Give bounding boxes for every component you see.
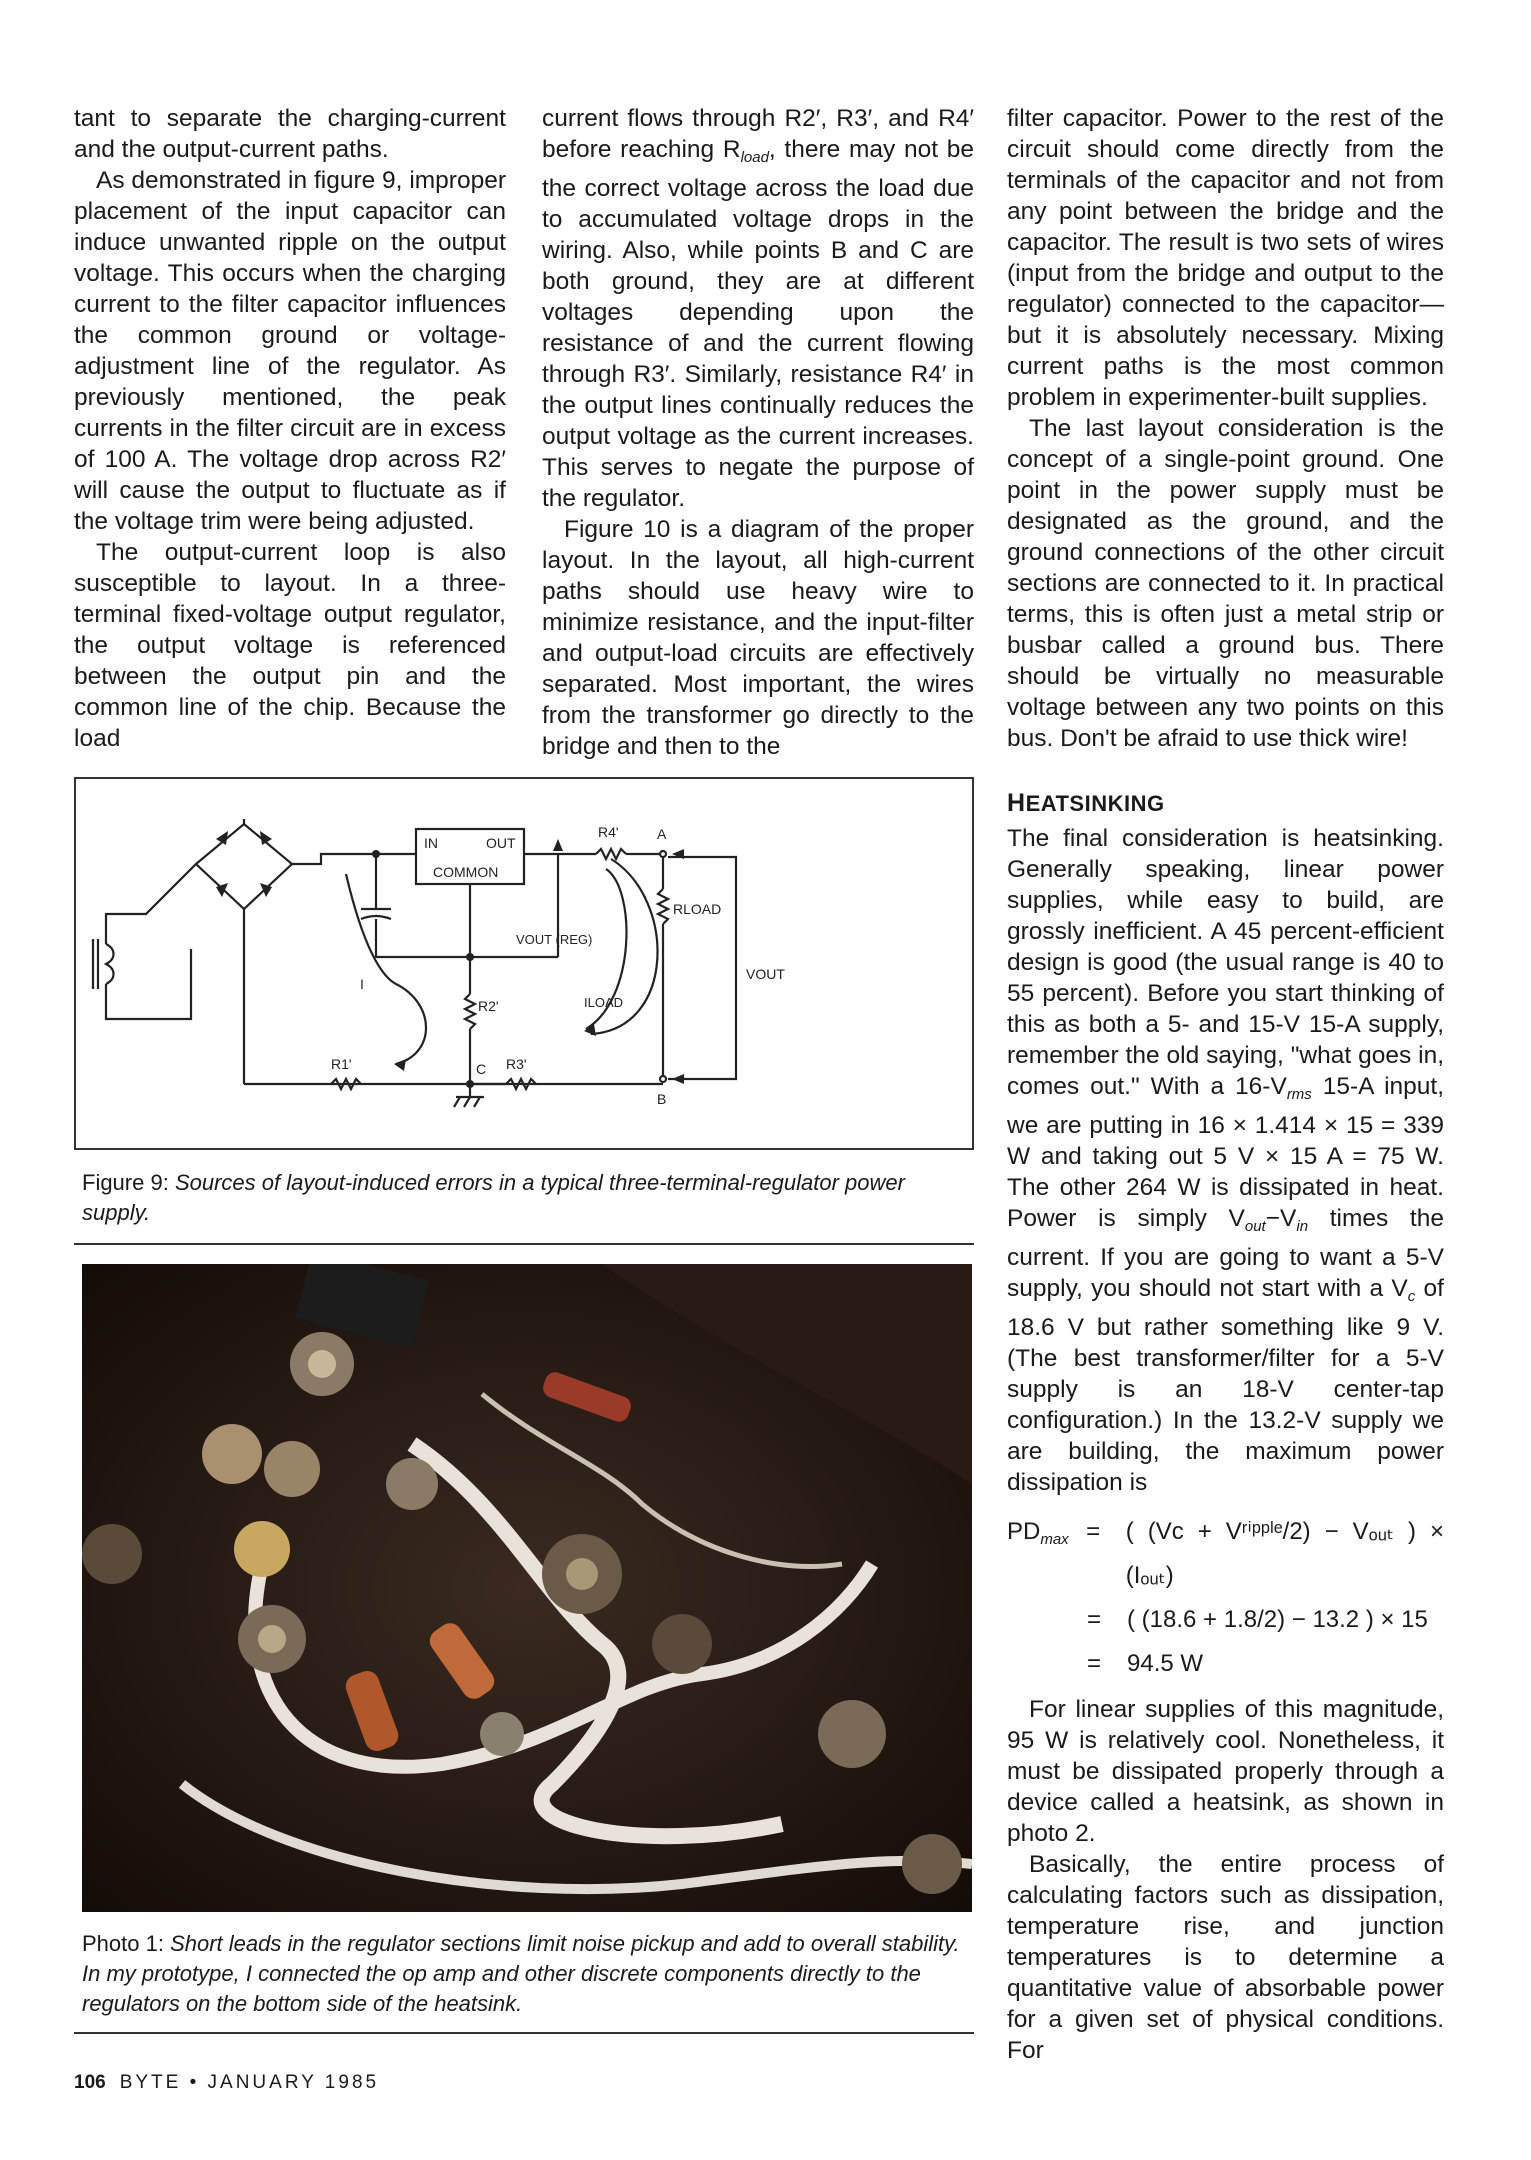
paragraph: The output-current loop is also susceptible to layout. In a three-terminal fixed-voltage output regulator, the output voltage is referenced between the output pin and the common line of the chip. Because the load [74,539,506,752]
page-number: 106 [74,2072,106,2093]
equation-line: 94.5 W [1127,1650,1204,1677]
paragraph: Figure 10 is a diagram of the proper layout. In the layout, all high-current paths should use heavy wire to minimize resistance, and the input-filter and output-load circuits are effectively separated. Most important, the wires from the transformer go directly to the bridge and then to the [542,516,974,760]
label-vout: VOUT [746,966,785,982]
figure-caption: Figure 9: Sources of layout-induced errors in a typical three-terminal-regulator power supply. [82,1170,905,1225]
label-b: B [657,1091,667,1107]
label-c: C [476,1061,487,1077]
magazine-issue: BYTE • JANUARY 1985 [119,2072,380,2093]
equation-line: ( (18.6 + 1.8/2) − 13.2 ) × 15 [1127,1606,1428,1633]
photo-regulator-wiring [82,1264,972,1912]
page-footer [74,2072,379,2094]
paragraph: The final consideration is heatsinking. Generally speaking, linear power supplies, while easy to build, are grossly inefficient. A 45 percent-efficient design is good (the usual range is 40 to 55 percent). Before you start thinking of this as both a 5- and 15-V 15-A supply, remember the old saying, "what goes in, comes out." With a $16-V_{rms}$ 15-A input, we are putting in 16 × 1.414 × 15 = 339 W and taking out 5 V × 15 A = 75 W. The other 264 W is dissipated in heat. Power is simply $V_{out}-V_{in}$ times the current. If you are going to want a 5-V supply, you should not start with a $V_c$ of 18.6 V but rather something like 9 V. (The best transformer/filter for a 5-V supply is an 18-V center-tap configuration.) In the 13.2-V supply we are building, the maximum power dissipation is [1007,825,1444,1496]
label-common: COMMON [433,864,499,880]
text-column-3 [1007,103,1444,2066]
label-r4: R4' [598,824,619,840]
paragraph: The last layout consideration is the concept of a single-point ground. One point in the power supply must be designated as the ground, and the ground connections of the other circuit sections are connected to it. In practical terms, this is often just a metal strip or busbar called a ground bus. There should be virtually no measurable voltage between any two points on this bus. Don't be afraid to use thick wire! [1007,415,1444,752]
text-run: , there may not be the correct voltage across the load due to accumulated voltage drops in the wiring. Also, while points B and C are both ground, they are at different voltages depending upon the resistance of and the current flowing through R3′. Similarly, resistance R4′ in the output lines continually reduces the output voltage as the current increases. This serves to negate the purpose of the regulator. [542,136,974,512]
paragraph: filter capacitor. Power to the rest of the circuit should come directly from the terminals of the capacitor and not from any point between the bridge and the capacitor. The result is two sets of wires (input from the bridge and output to the regulator) connected to the capacitor—but it is absolutely necessary. Mixing current paths is the most common problem in experimenter-built supplies. [1007,105,1444,411]
transformer-coil-icon [106,944,114,984]
circuit-diagram [76,779,972,1148]
paragraph [542,103,974,514]
label-rload: RLOAD [673,901,722,917]
text-column-2 [542,103,974,762]
paragraph: Basically, the entire process of calculating factors such as dissipation, temperature rise, and junction temperatures is to determine a quantitative value of absorbable power for a given set of physical conditions. For [1007,1851,1444,2064]
label-a: A [657,826,667,842]
divider [74,2032,974,2034]
equation: $PD_{max}$ = ( (Vᴄ + Vʳⁱᵖᵖˡᵉ/2) − Vₒᵤₜ ) × (Iₒᵤₜ) = ( (18.6 + 1.8/2) − 13.2 ) × 15 = 94.5 W [1007,1510,1444,1686]
paragraph: As demonstrated in figure 9, improper placement of the input capacitor can induce unwanted ripple on the output voltage. This occurs when the charging current to the filter capacitor influences the common ground or voltage-adjustment line of the regulator. As previously mentioned, the peak currents in the filter circuit are in excess of 100 A. The voltage drop across R2′ will cause the output to fluctuate as if the voltage trim were being adjusted. [74,167,506,535]
text-run: current flows through R2′, R3′, and R4′ before reaching R [542,105,974,163]
text-column-1 [74,103,506,754]
label-in: IN [424,835,438,851]
label-r2: R2' [478,998,499,1014]
label-i: I [360,976,364,992]
equation-line: ( (Vᴄ + Vʳⁱᵖᵖˡᵉ/2) − Vₒᵤₜ ) × (Iₒᵤₜ) [1125,1518,1444,1589]
label-vout-reg: VOUT (REG) [516,932,593,947]
paragraph: tant to separate the charging-current and the output-current paths. [74,105,506,163]
label-r3: R3' [506,1056,527,1072]
photo-caption: Photo 1: Short leads in the regulator sections limit noise pickup and add to overall stability. In my prototype, I connected the op amp and other discrete components directly to the regulators on the bottom side of the heatsink. [82,1931,960,2016]
divider [74,1243,974,1245]
photo-image [82,1264,972,1912]
figure-9-schematic [74,777,974,1150]
subscript: load [740,149,769,166]
paragraph: For linear supplies of this magnitude, 95 W is relatively cool. Nonetheless, it must be dissipated properly through a device called a heatsink, as shown in photo 2. [1007,1696,1444,1847]
label-r1: R1' [331,1056,352,1072]
label-iload: ILOAD [584,995,624,1010]
section-heading: HEATSINKING [1007,789,1165,817]
label-out: OUT [486,835,516,851]
